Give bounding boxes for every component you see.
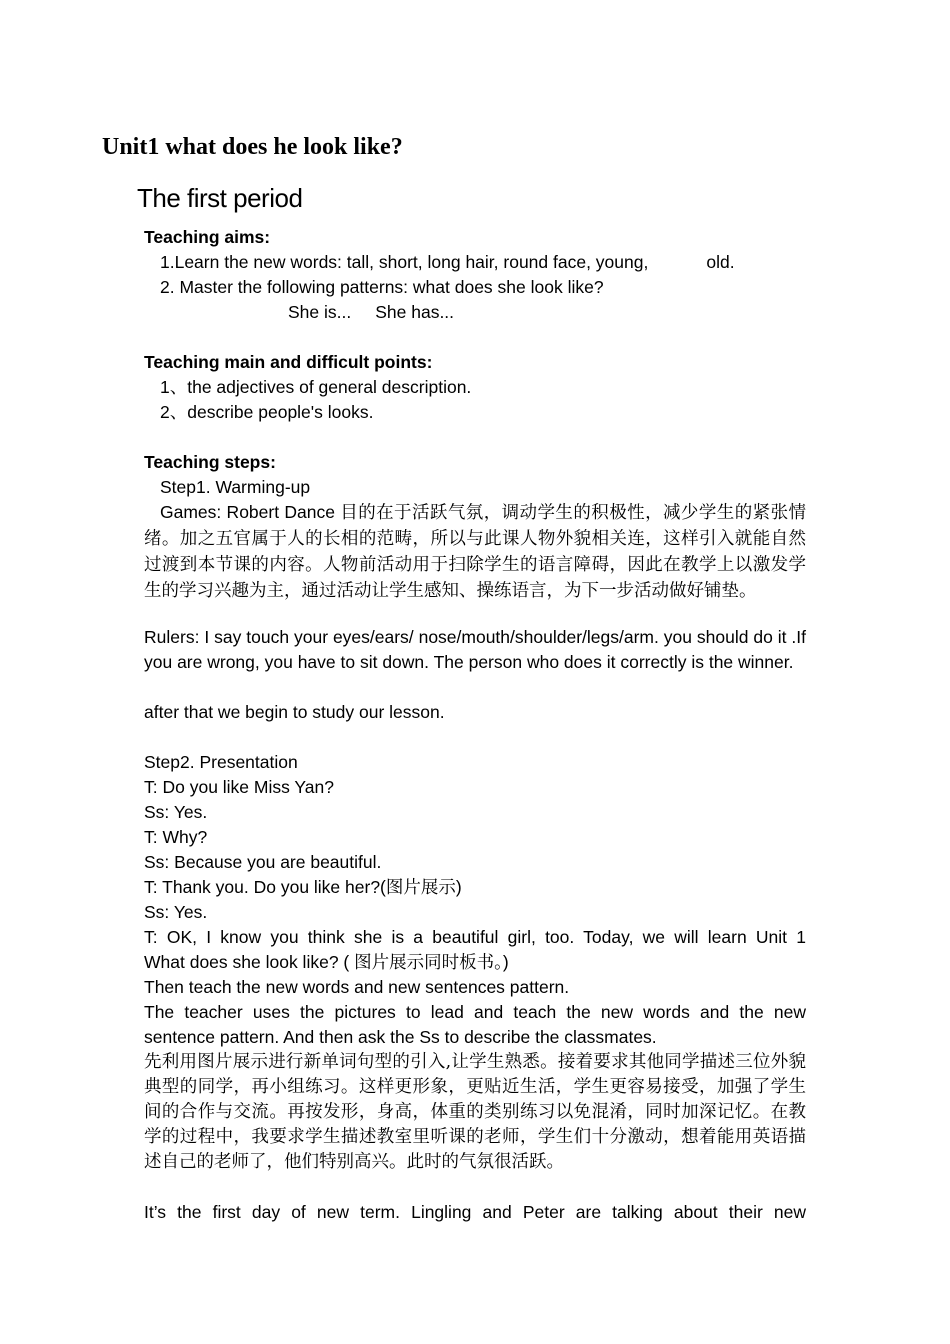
points-heading: Teaching main and difficult points: [144,352,433,372]
games-text: 目的在于活跃气氛，调动学生的积极性，减少学生的紧张情绪。加之五官属于人的长相的范畴，所以与此课人物外貌相关连，这样引入就能自然过渡到本节课的内容。人物前活动用于扫除学生的语言障碍，因此在教学上以激发学生的学习兴趣为主，通过活动让学生感知、操练语言，为下一步活动做好铺垫。 [144,503,807,601]
then-line: Then teach the new words and new sentences pattern. [144,977,570,997]
dialog-5-end: ) [455,877,462,897]
aims-item-2: 2. Master the following patterns: what does she look like? [160,277,604,297]
dialog-5-en: T: Thank you. Do you like her?( [144,877,386,897]
aims-heading: Teaching aims: [144,227,271,247]
points-item-2: 2、describe people's looks. [160,402,374,422]
dialog-line [144,950,509,976]
step2-title: Step2. Presentation [144,752,298,772]
document-subtitle: The first period [137,183,303,213]
aims-item-1-text: 1.Learn the new words: tall, short, long hair, round face, young, [160,252,649,272]
aims-item-1-tail: old. [706,252,735,272]
document-title: Unit1 what does he look like? [102,134,403,160]
dialog-line [144,875,462,901]
games-label: Games: Robert Dance [160,502,341,522]
aims-sub-she-has: She has... [375,302,455,322]
chinese-paragraph: 先利用图片展示进行新单词句型的引入,让学生熟悉。接着要求其他同学描述三位外貌典型的同学，再小组练习。这样更形象，更贴近生活，学生更容易接受，加强了学生间的合作与交流。再按发形，身高，体重的类别练习以免混淆，同时加深记忆。在教学的过程中，我要求学生描述教室里听课的老师，学生们十分激动，想着能用英语描述自己的老师了，他们特别高兴。此时的气氛很活跃。 [144,1052,806,1172]
rules-paragraph: Rulers: I say touch your eyes/ears/ nose/mouth/shoulder/legs/arm. you should do it .If you are wrong, you have to sit down. The person who does it correctly is the winner. [144,627,806,672]
dialog-line: T: Do you like Miss Yan? [144,777,334,797]
dialog-7-end: ) [502,952,509,972]
steps-heading: Teaching steps: [144,452,276,472]
dialog-7-en: What does she look like? ( [144,952,355,972]
dialog-line: Ss: Yes. [144,902,208,922]
points-item-1: 1、the adjectives of general description. [160,377,472,397]
aims-sub-she-is: She is... [288,302,352,322]
teacher-uses-paragraph: The teacher uses the pictures to lead and teach the new words and the new sentence pattern. And then ask the Ss to describe the classmates. [144,1002,806,1047]
last-line: It’s the first day of new term. Lingling and Peter are talking about their new [144,1202,806,1222]
games-paragraph [144,500,806,604]
dialog-5-zh: 图片展示 [385,878,456,898]
aims-item-1 [160,250,735,275]
dialog-line: T: OK, I know you think she is a beautiful girl, too. Today, we will learn Unit 1 [144,927,806,947]
dialog-line: T: Why? [144,827,208,847]
aims-item-2-sub [288,300,454,325]
after-line: after that we begin to study our lesson. [144,702,445,722]
dialog-line: Ss: Yes. [144,802,208,822]
dialog-7-zh: 图片展示同时板书。 [354,953,503,973]
dialog-line: Ss: Because you are beautiful. [144,852,382,872]
step1-title: Step1. Warming-up [160,477,311,497]
